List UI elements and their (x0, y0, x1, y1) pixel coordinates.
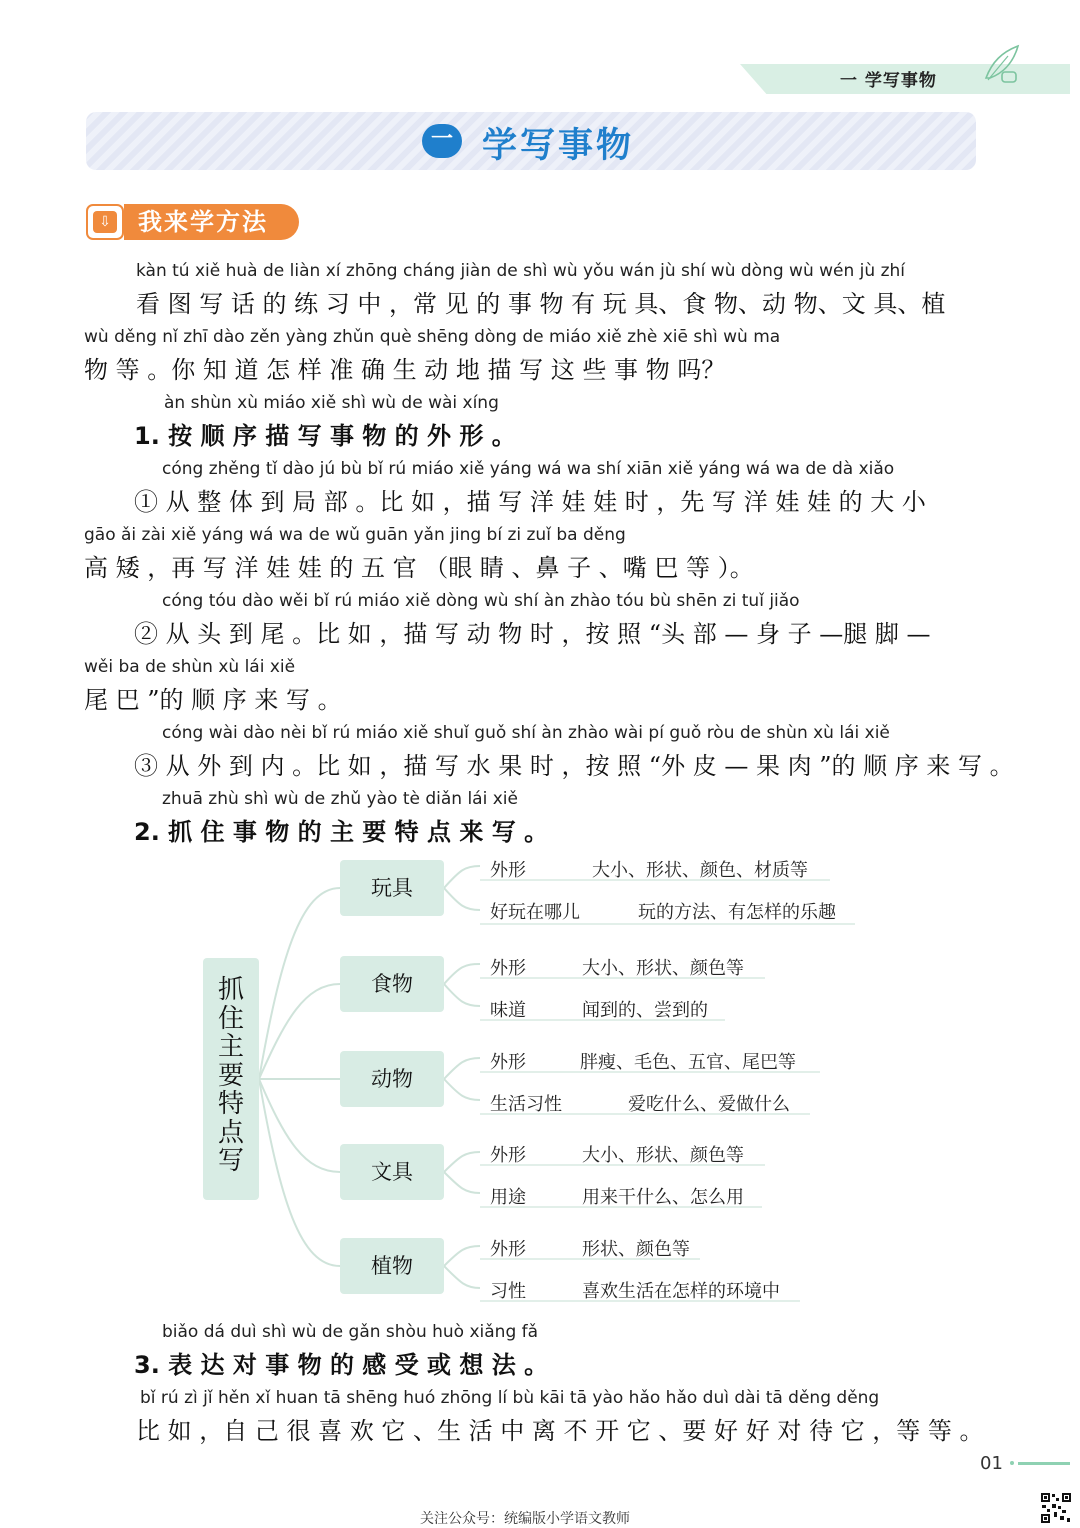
mindmap-category-food: 食物 (340, 956, 444, 1012)
page-number-dot (1010, 1461, 1014, 1465)
mindmap-leaf-label: 习性 (490, 1281, 526, 1302)
mindmap-leaf-label: 味道 (490, 1000, 526, 1021)
page-number: 01 (980, 1453, 1003, 1474)
mindmap-leaf-value: 喜欢生活在怎样的环境中 (582, 1281, 780, 1302)
mindmap-leaf-label: 外形 (490, 1052, 526, 1073)
intro-line2-text: 物 等 。你 知 道 怎 样 准 确 生 动 地 描 写 这 些 事 物 吗？ (84, 356, 726, 384)
footer-note: 关注公众号：统编版小学语文教师 (420, 1511, 630, 1527)
section2-heading-pinyin: zhuā zhù shì wù de zhǔ yào tè diǎn lái xiě (162, 789, 518, 809)
mindmap-leaf-value: 闻到的、尝到的 (582, 1000, 708, 1021)
mindmap-category-plants: 植物 (340, 1238, 444, 1294)
section1-item3-text: ③ 从 外 到 内 。比 如 ，描 写 水 果 时 ，按 照 “外 皮 — 果 肉 ”的 顺 序 来 写 。 (134, 752, 1014, 780)
mindmap-leaf-label: 用途 (490, 1187, 526, 1208)
mindmap-leaf-value: 胖瘦、毛色、五官、尾巴等 (580, 1052, 796, 1073)
mindmap-leaf-label: 外形 (490, 958, 526, 979)
mindmap-category-stationery: 文具 (340, 1144, 444, 1200)
feather-quill-icon (978, 42, 1024, 88)
section1-heading-pinyin: àn shùn xù miáo xiě shì wù de wài xíng (164, 393, 499, 413)
qr-code-icon (1040, 1492, 1072, 1524)
mindmap-leaf-label: 好玩在哪儿 (490, 902, 580, 923)
section1-item2b-text: 尾 巴 ”的 顺 序 来 写 。 (84, 686, 342, 714)
section1-item3-pinyin: cóng wài dào nèi bǐ rú miáo xiě shuǐ guǒ shí àn zhào wài pí guǒ ròu de shùn xù lái xiě (162, 723, 890, 743)
mindmap-root (203, 958, 259, 1200)
page-number-rule (1018, 1462, 1070, 1465)
mindmap-leaf-label: 外形 (490, 860, 526, 881)
section1-item2b-pinyin: wěi ba de shùn xù lái xiě (84, 657, 296, 677)
intro-line2-pinyin: wù děng nǐ zhī dào zěn yàng zhǔn què shēng dòng de miáo xiě zhè xiē shì wù ma (84, 327, 781, 347)
section3-body-text: 比 如 ，自 己 很 喜 欢 它 、生 活 中 离 不 开 它 、要 好 好 对 待 它 ，等 等 。 (136, 1417, 984, 1445)
mindmap-leaf-value: 用来干什么、怎么用 (582, 1187, 744, 1208)
mindmap-leaf-label: 生活习性 (490, 1094, 562, 1115)
mindmap-leaf-value: 形状、颜色等 (582, 1239, 690, 1260)
mindmap-leaf-value: 玩的方法、有怎样的乐趣 (638, 902, 836, 923)
intro-line1-text: 看 图 写 话 的 练 习 中 ，常 见 的 事 物 有 玩 具、食 物、动 物、文 具、植 (136, 290, 946, 318)
download-arrow-icon: ⇩ (93, 211, 117, 233)
section1-item1b-text: 高 矮 ，再 写 洋 娃 娃 的 五 官 （眼 睛 、鼻 子 、嘴 巴 等 ）。 (84, 554, 754, 582)
section3-body-pinyin: bǐ rú zì jǐ hěn xǐ huan tā shēng huó zhōng lí bù kāi tā yào hǎo hǎo duì dài tā děng děng (140, 1388, 880, 1408)
section2-heading: 2. 抓 住 事 物 的 主 要 特 点 来 写 。 (134, 818, 549, 846)
mindmap-leaf-value: 大小、形状、颜色、材质等 (592, 860, 808, 881)
mindmap-category-animals: 动物 (340, 1051, 444, 1107)
mindmap-leaf-value: 大小、形状、颜色等 (582, 1145, 744, 1166)
page-title: 学写事物 (482, 126, 635, 166)
section1-item1-pinyin: cóng zhěng tǐ dào jú bù bǐ rú miáo xiě yáng wá wa shí xiān xiě yáng wá wa de dà xiǎo (162, 459, 895, 479)
mindmap-category-toys: 玩具 (340, 860, 444, 916)
header-tab-label: 一 学写事物 (840, 71, 937, 91)
section3-heading-pinyin: biǎo dá duì shì wù de gǎn shòu huò xiǎng fǎ (162, 1322, 539, 1342)
section1-item1b-pinyin: gāo ǎi zài xiě yáng wá wa de wǔ guān yǎn jing bí zi zuǐ ba děng (84, 525, 626, 545)
mindmap-leaf-value: 爱吃什么、爱做什么 (628, 1094, 790, 1115)
mindmap-leaf-label: 外形 (490, 1145, 526, 1166)
mindmap-leaf-label: 外形 (490, 1239, 526, 1260)
intro-line1-pinyin: kàn tú xiě huà de liàn xí zhōng cháng jiàn de shì wù yǒu wán jù shí wù dòng wù wén jù zhí (136, 261, 905, 281)
section1-item1-text: ① 从 整 体 到 局 部 。比 如 ，描 写 洋 娃 娃 时 ，先 写 洋 娃 娃 的 大 小 (134, 488, 926, 516)
method-badge: 我来学方法 (124, 204, 299, 240)
mindmap-leaf-value: 大小、形状、颜色等 (582, 958, 744, 979)
mindmap-root-label: 抓住主要特点写 (217, 975, 244, 1176)
section1-item2-text: ② 从 头 到 尾 。比 如 ，描 写 动 物 时 ，按 照 “头 部 — 身 子 —腿 脚 — (134, 620, 931, 648)
section1-item2-pinyin: cóng tóu dào wěi bǐ rú miáo xiě dòng wù shí àn zhào tóu bù shēn zi tuǐ jiǎo (162, 591, 800, 611)
section1-heading: 1. 按 顺 序 描 写 事 物 的 外 形 。 (134, 422, 516, 450)
section3-heading: 3. 表 达 对 事 物 的 感 受 或 想 法 。 (134, 1351, 549, 1379)
banner-number-badge: 一 (422, 124, 462, 158)
